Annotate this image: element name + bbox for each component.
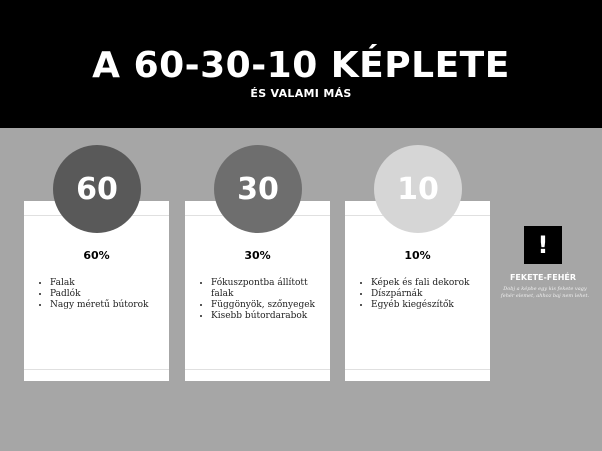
page-subtitle: ÉS VALAMI MÁS (250, 87, 352, 100)
card-divider-bottom (24, 369, 169, 370)
number-circle-30: 30 (214, 145, 302, 233)
list-item: • Függönyök, szőnyegek (211, 300, 326, 311)
list-item: • Nagy méretű bútorok (50, 300, 165, 311)
list-item: • Képek és fali dekorok (371, 278, 486, 289)
card-item-list (199, 278, 326, 322)
list-item: • Padlók (50, 289, 165, 300)
card-item-list (38, 278, 165, 311)
card-percent: 30% (244, 249, 271, 262)
list-item: • Fókuszpontba állított falak (211, 278, 326, 300)
page-title: A 60-30-10 KÉPLETE (92, 45, 510, 86)
card-percent: 60% (83, 249, 110, 262)
card-item-list (359, 278, 486, 311)
list-item: • Falak (50, 278, 165, 289)
card-percent: 10% (404, 249, 431, 262)
list-item: • Egyéb kiegészítők (371, 300, 486, 311)
notice-title: FEKETE-FEHÉR (509, 273, 577, 282)
card-divider-bottom (345, 369, 490, 370)
list-item: • Díszpárnák (371, 289, 486, 300)
card-divider-bottom (185, 369, 330, 370)
header-bar (0, 0, 602, 128)
notice-text: Dobj a képbe egy kis fekete vagy fehér elemet, ahhoz baj nem lehet. (500, 286, 590, 299)
list-item: • Kisebb bútordarabok (211, 311, 326, 322)
number-circle-10: 10 (374, 145, 462, 233)
exclamation-icon: ! (524, 226, 562, 264)
number-circle-60: 60 (53, 145, 141, 233)
